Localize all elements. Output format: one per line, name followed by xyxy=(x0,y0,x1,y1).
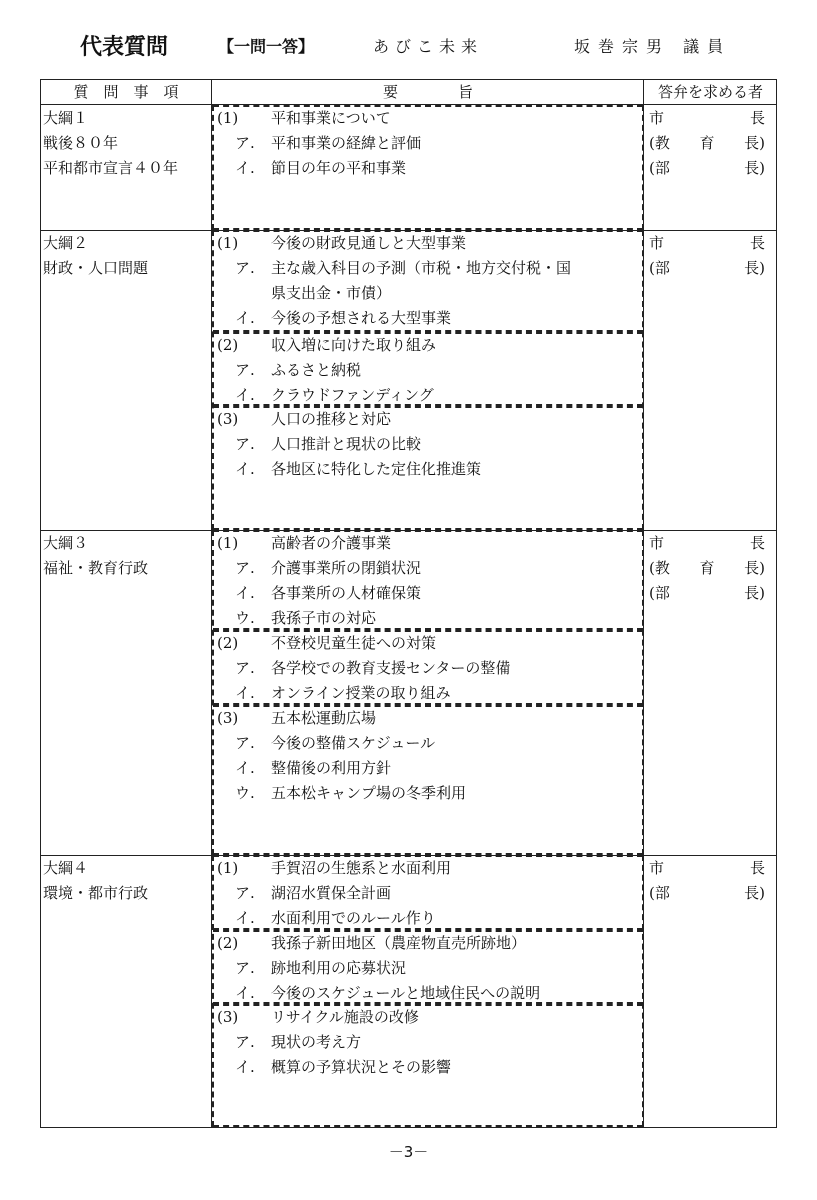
item-text: 五本松キャンプ場の冬季利用 xyxy=(271,784,467,802)
question-heading xyxy=(217,931,641,956)
question-item xyxy=(217,756,641,781)
question-title: 五本松運動広場 xyxy=(271,709,377,727)
item-mark: ア. xyxy=(235,659,255,677)
question-number: (1) xyxy=(217,534,239,552)
question-item xyxy=(217,256,641,281)
question-item xyxy=(217,681,641,706)
respondent xyxy=(649,531,765,556)
outline-line: 環境・都市行政 xyxy=(43,884,149,902)
item-text: オンライン授業の取り組み xyxy=(271,684,451,702)
item-mark: ア. xyxy=(235,959,255,977)
respondent-part: 長 xyxy=(749,859,765,877)
item-mark: ア. xyxy=(235,134,255,152)
question-group xyxy=(217,407,641,482)
item-text: クラウドファンディング xyxy=(271,386,434,404)
question-group xyxy=(217,1005,641,1080)
outline-line: 大綱３ xyxy=(43,534,89,552)
item-text: 介護事業所の閉鎖状況 xyxy=(271,559,422,577)
party-name: あびこ未来 xyxy=(373,37,484,56)
item-text: 今後のスケジュールと地域住民への説明 xyxy=(271,984,541,1002)
item-mark: イ. xyxy=(235,460,255,478)
question-title: 平和事業について xyxy=(271,109,391,127)
column-header-item: 質 問 事 項 xyxy=(73,83,179,101)
respondent-part: (教 xyxy=(649,134,670,152)
question-number: (3) xyxy=(217,410,239,428)
respondent xyxy=(649,856,765,881)
question-item xyxy=(217,906,641,931)
question-number: (2) xyxy=(217,336,239,354)
item-text: ふるさと納税 xyxy=(271,361,362,379)
respondent-list xyxy=(649,856,765,906)
respondent xyxy=(649,881,765,906)
respondent-list xyxy=(649,106,765,181)
item-mark: ア. xyxy=(235,734,255,752)
item-text: 節目の年の平和事業 xyxy=(271,159,407,177)
respondent-part: 市 xyxy=(649,109,665,127)
question-title: リサイクル施設の改修 xyxy=(271,1008,419,1026)
item-text: 我孫子市の対応 xyxy=(271,609,377,627)
question-heading xyxy=(217,531,641,556)
item-text: 概算の予算状況とその影響 xyxy=(271,1058,452,1076)
item-mark: イ. xyxy=(235,1058,255,1076)
question-heading xyxy=(217,407,641,432)
outline-line: 大綱２ xyxy=(43,234,89,252)
question-item xyxy=(217,606,641,631)
question-item xyxy=(217,131,641,156)
question-item xyxy=(217,432,641,457)
outline-label xyxy=(43,856,209,906)
respondent-part: 市 xyxy=(649,534,665,552)
page-number: －3－ xyxy=(388,1143,429,1161)
item-mark: イ. xyxy=(235,584,255,602)
question-item xyxy=(217,306,641,331)
respondent xyxy=(649,156,765,181)
item-mark: ア. xyxy=(235,1033,255,1051)
item-text: 各事業所の人材確保策 xyxy=(271,584,422,602)
question-heading xyxy=(217,231,641,256)
respondent-part: 市 xyxy=(649,859,665,877)
question-item xyxy=(217,581,641,606)
item-text: 各地区に特化した定住化推進策 xyxy=(271,460,482,478)
question-group xyxy=(217,706,641,806)
respondent xyxy=(649,231,765,256)
question-title: 不登校児童生徒への対策 xyxy=(271,634,437,652)
column-header-gist: 要 旨 xyxy=(382,83,473,101)
respondent-part: 長 xyxy=(749,234,765,252)
item-text: 主な歳入科目の予測（市税・地方交付税・国 xyxy=(271,259,572,277)
respondent-part: 育 xyxy=(699,134,715,152)
question-group xyxy=(217,631,641,706)
question-number: (2) xyxy=(217,634,239,652)
item-text: 水面利用でのルール作り xyxy=(271,909,436,927)
question-title: 収入増に向けた取り組み xyxy=(271,336,437,354)
respondent-part: 長) xyxy=(744,134,765,152)
question-item xyxy=(217,383,641,408)
question-item xyxy=(217,1055,641,1080)
item-mark: イ. xyxy=(235,984,255,1002)
item-mark: イ. xyxy=(235,159,255,177)
question-heading xyxy=(217,856,641,881)
item-text: 人口推計と現状の比較 xyxy=(271,435,422,453)
respondent xyxy=(649,556,765,581)
respondent-list xyxy=(649,531,765,606)
item-mark: ア. xyxy=(235,259,255,277)
question-number: (1) xyxy=(217,109,239,127)
question-item xyxy=(217,731,641,756)
item-text: 整備後の利用方針 xyxy=(271,759,392,777)
item-text: 平和事業の経緯と評価 xyxy=(271,134,422,152)
question-item xyxy=(217,881,641,906)
question-group xyxy=(217,231,641,331)
speaker-name: 坂巻宗男 議員 xyxy=(574,37,732,56)
item-mark: ウ. xyxy=(235,784,255,802)
respondent-part: 長) xyxy=(744,559,765,577)
question-group xyxy=(217,931,641,1006)
item-mark: ア. xyxy=(235,361,255,379)
respondent-part: 長 xyxy=(749,109,765,127)
question-title: 高齢者の介護事業 xyxy=(271,534,392,552)
item-mark: ア. xyxy=(235,559,255,577)
respondent-part: 長) xyxy=(744,259,765,277)
item-mark: イ. xyxy=(235,684,255,702)
respondent-part: (部 xyxy=(649,259,670,277)
item-mark: イ. xyxy=(235,309,255,327)
question-group xyxy=(217,531,641,631)
page-header xyxy=(0,30,817,64)
question-item xyxy=(217,457,641,482)
question-heading xyxy=(217,106,641,131)
outline-line: 大綱１ xyxy=(43,109,89,127)
question-title: 手賀沼の生態系と水面利用 xyxy=(271,859,452,877)
respondent-part: 長 xyxy=(749,534,765,552)
question-group xyxy=(217,856,641,931)
item-mark: イ. xyxy=(235,759,255,777)
respondent-part: 市 xyxy=(649,234,665,252)
item-text: 現状の考え方 xyxy=(271,1033,362,1051)
question-item xyxy=(217,156,641,181)
question-format: 【一問一答】 xyxy=(218,37,315,56)
outline-line: 財政・人口問題 xyxy=(43,259,149,277)
question-heading xyxy=(217,631,641,656)
question-item xyxy=(217,781,641,806)
question-number: (1) xyxy=(217,234,239,252)
item-mark: イ. xyxy=(235,386,255,404)
question-group xyxy=(217,333,641,408)
question-item xyxy=(217,981,641,1006)
question-title: 人口の推移と対応 xyxy=(271,410,392,428)
question-heading xyxy=(217,1005,641,1030)
question-heading xyxy=(217,706,641,731)
respondent xyxy=(649,106,765,131)
respondent-part: (部 xyxy=(649,159,670,177)
item-text: 各学校での教育支援センターの整備 xyxy=(271,659,511,677)
column-header-respondent: 答弁を求める者 xyxy=(657,83,763,101)
document-title: 代表質問 xyxy=(80,35,169,60)
question-heading xyxy=(217,333,641,358)
question-number: (1) xyxy=(217,859,239,877)
outline-line: 戦後８０年 xyxy=(43,134,119,152)
respondent-part: 長) xyxy=(744,159,765,177)
question-item xyxy=(217,956,641,981)
item-text: 今後の整備スケジュール xyxy=(271,734,436,752)
question-table xyxy=(40,79,777,1128)
item-text: 今後の予想される大型事業 xyxy=(271,309,452,327)
outline-line: 大綱４ xyxy=(43,859,89,877)
respondent-part: (部 xyxy=(649,584,670,602)
item-mark: ウ. xyxy=(235,609,255,627)
outline-label xyxy=(43,531,209,581)
question-title: 今後の財政見通しと大型事業 xyxy=(271,234,467,252)
question-item xyxy=(217,656,641,681)
respondent-part: 育 xyxy=(699,559,715,577)
respondent xyxy=(649,256,765,281)
item-mark: イ. xyxy=(235,909,255,927)
item-mark: ア. xyxy=(235,435,255,453)
item-mark: ア. xyxy=(235,884,255,902)
respondent xyxy=(649,131,765,156)
outline-label xyxy=(43,231,209,281)
question-item xyxy=(217,556,641,581)
respondent-part: 長) xyxy=(744,584,765,602)
question-group xyxy=(217,106,641,181)
question-item xyxy=(217,358,641,383)
question-title: 我孫子新田地区（農産物直売所跡地） xyxy=(271,934,527,952)
question-number: (2) xyxy=(217,934,239,952)
item-text: 跡地利用の応募状況 xyxy=(271,959,407,977)
outline-line: 福祉・教育行政 xyxy=(43,559,149,577)
respondent-list xyxy=(649,231,765,281)
respondent-part: 長) xyxy=(744,884,765,902)
respondent-part: (教 xyxy=(649,559,670,577)
item-text-continued: 県支出金・市債） xyxy=(271,284,392,302)
question-item xyxy=(217,1030,641,1055)
outline-line: 平和都市宣言４０年 xyxy=(43,159,179,177)
respondent-part: (部 xyxy=(649,884,670,902)
question-number: (3) xyxy=(217,1008,239,1026)
outline-label xyxy=(43,106,209,181)
respondent xyxy=(649,581,765,606)
question-number: (3) xyxy=(217,709,239,727)
item-text: 湖沼水質保全計画 xyxy=(271,884,392,902)
